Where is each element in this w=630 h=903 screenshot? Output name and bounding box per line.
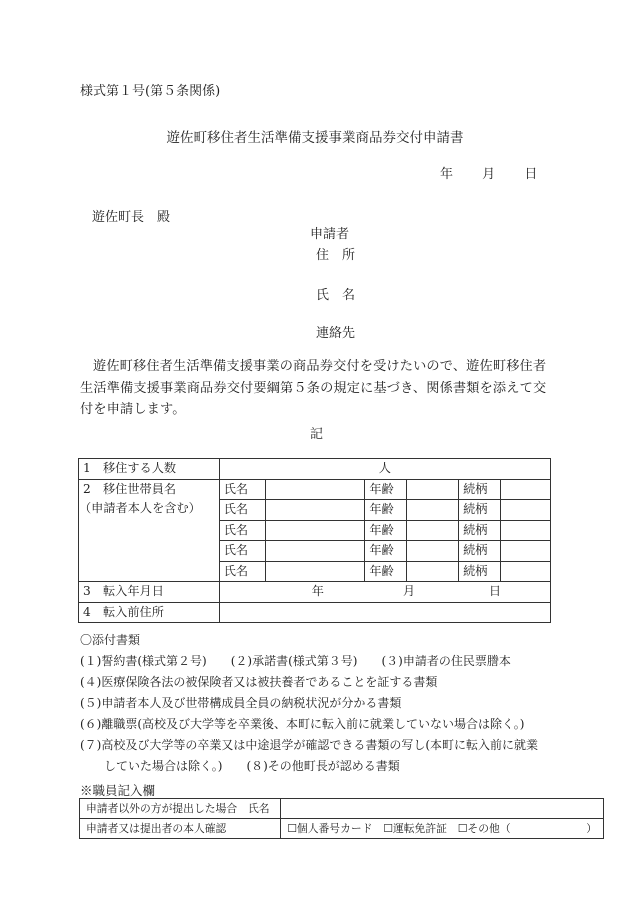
row-label: 2 移住世帯員名 （申請者本人を含む） [79, 479, 220, 582]
name-field[interactable] [265, 520, 365, 541]
attachment-line: (７)高校及び大学等の卒業又は中途退学が確認できる書類の写し(本町に転入前に就業 [80, 738, 539, 752]
age-field[interactable] [407, 541, 459, 562]
date-line [440, 163, 562, 182]
id-check-options[interactable]: ☐個人番号カード ☐運転免許証 ☐その他（ ） [281, 819, 604, 839]
staff-row-label: 申請者又は提出者の本人確認 [80, 819, 281, 839]
date-year: 年 [440, 167, 454, 182]
age-field[interactable] [407, 500, 459, 521]
age-field[interactable] [407, 479, 459, 500]
date-month: 月 [482, 167, 496, 182]
applicant-address-label: 住 所 [316, 248, 356, 263]
name-field[interactable] [265, 500, 365, 521]
relation-label: 続柄 [459, 500, 501, 521]
form-number: 様式第１号(第５条関係) [80, 84, 221, 99]
age-field[interactable] [407, 561, 459, 582]
relation-field[interactable] [501, 561, 551, 582]
ki-heading: 記 [310, 427, 324, 442]
relation-label: 続柄 [459, 520, 501, 541]
relation-field[interactable] [501, 541, 551, 562]
applicant-heading: 申請者 [310, 227, 350, 242]
name-label: 氏名 [219, 479, 265, 500]
age-label: 年齢 [365, 500, 407, 521]
move-in-date-field[interactable]: 年 月 日 [219, 582, 550, 603]
table-row [79, 479, 551, 500]
table-row [79, 602, 551, 623]
name-label: 氏名 [219, 541, 265, 562]
age-label: 年齢 [365, 479, 407, 500]
age-field[interactable] [407, 520, 459, 541]
name-label: 氏名 [219, 500, 265, 521]
relation-field[interactable] [501, 500, 551, 521]
staff-row-label: 申請者以外の方が提出した場合 氏名 [80, 799, 281, 819]
date-day: 日 [524, 167, 538, 182]
attachment-line: (４)医療保険各法の被保険者又は被扶養者であることを証する書類 [80, 675, 438, 689]
attachments-heading: 〇添付書類 [80, 633, 141, 647]
name-label: 氏名 [219, 561, 265, 582]
attachment-line: していた場合は除く。) (８)その他町長が認める書類 [80, 759, 400, 773]
attachments-section [80, 630, 538, 777]
applicant-name-label: 氏 名 [316, 288, 356, 303]
people-count-field[interactable]: 人 [219, 459, 550, 480]
name-label: 氏名 [219, 520, 265, 541]
table-row [80, 819, 604, 839]
body-text: 遊佐町移住者生活準備支援事業の商品券交付を受けたいので、遊佐町移住者生活準備支援事業商品券交付要綱第５条の規定に基づき、関係書類を添えて交付を申請します。 [80, 359, 547, 417]
relation-field[interactable] [501, 520, 551, 541]
row-label: 4 転入前住所 [79, 602, 220, 623]
previous-address-field[interactable] [219, 602, 550, 623]
relation-field[interactable] [501, 479, 551, 500]
table-row [79, 459, 551, 480]
attachment-line: (６)離職票(高校及び大学等を卒業後、本町に転入前に就業していない場合は除く。) [80, 717, 525, 731]
relation-label: 続柄 [459, 541, 501, 562]
table-row [79, 582, 551, 603]
relation-label: 続柄 [459, 561, 501, 582]
addressee: 遊佐町長 殿 [92, 210, 171, 225]
submitter-name-field[interactable] [281, 799, 604, 819]
attachment-line: (５)申請者本人及び世帯構成員全員の納税状況が分かる書類 [80, 696, 402, 710]
document-title: 遊佐町移住者生活準備支援事業商品券交付申請書 [166, 130, 464, 146]
row-label: 1 移住する人数 [79, 459, 220, 480]
age-label: 年齢 [365, 541, 407, 562]
name-field[interactable] [265, 561, 365, 582]
name-field[interactable] [265, 479, 365, 500]
attachment-line: (１)誓約書(様式第２号) (２)承諾書(様式第３号) (３)申請者の住民票謄本 [80, 654, 511, 668]
age-label: 年齢 [365, 520, 407, 541]
application-table [78, 458, 551, 623]
row-label: 3 転入年月日 [79, 582, 220, 603]
name-field[interactable] [265, 541, 365, 562]
staff-section-heading: ※職員記入欄 [80, 783, 156, 798]
applicant-contact-label: 連絡先 [316, 326, 356, 341]
age-label: 年齢 [365, 561, 407, 582]
staff-table [79, 798, 604, 839]
table-row [80, 799, 604, 819]
relation-label: 続柄 [459, 479, 501, 500]
